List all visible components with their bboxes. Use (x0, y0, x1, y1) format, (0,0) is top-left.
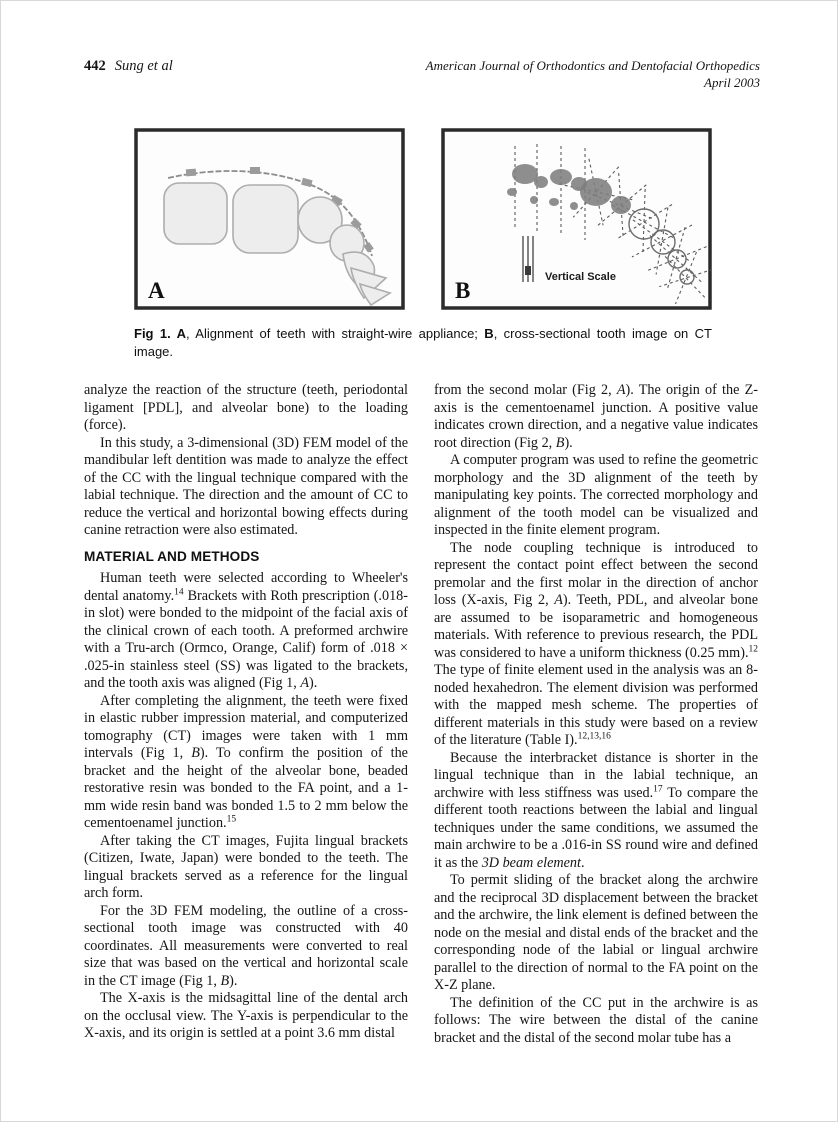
issue-date: April 2003 (704, 74, 760, 90)
paragraph (84, 382, 408, 435)
header-left (84, 58, 173, 75)
text-segment: In this study, a 3-dimensional (3D) FEM model of the mandibular left dentition was made to analyze the effect of the CC with the lingual technique compared with the labial technique. The direction and the amount of CC to reduce the vertical and horizontal bowing effects during canine retraction were also estimated. (84, 434, 408, 538)
left-column (84, 382, 408, 1047)
text-segment: ). The origin of the Z-axis is the cementoenamel junction. A positive value indicates crown direction, and a negative value indicates root direction (Fig 2, (434, 382, 758, 451)
right-column (434, 382, 758, 1047)
text-segment: ). (564, 434, 573, 451)
paragraph (84, 903, 408, 991)
page-header (84, 58, 760, 91)
paragraph (434, 872, 758, 995)
page-number: 442 (84, 58, 106, 74)
panel-label-a: A (148, 278, 165, 303)
paragraph (434, 750, 758, 873)
text-segment: After completing the alignment, the teeth were fixed in elastic rubber impression material, and computerized tomography (CT) images were taken with 1 mm intervals (Fig 1, (84, 692, 408, 761)
reference-superscript: 17 (653, 783, 663, 794)
reference-superscript: 15 (226, 814, 237, 825)
reference-superscript: 12,13,16 (577, 731, 611, 742)
text-segment: B (191, 745, 200, 761)
section-heading: MATERIAL AND METHODS (84, 548, 260, 564)
text-segment: To compare the different tooth reactions between the labial and lingual techniques under the same conditions, we assumed the main archwire to be a .016-in SS round wire and defined it as the (434, 784, 758, 871)
text-segment: B (220, 972, 230, 989)
paragraph (84, 435, 408, 540)
reference-superscript: 12 (748, 643, 758, 654)
text-segment: A (554, 592, 563, 608)
panel-label-b: B (455, 278, 471, 303)
figure-panel-a (134, 128, 405, 310)
header-right (426, 58, 760, 91)
text-segment: A (300, 675, 309, 691)
text-segment: The node coupling technique is introduced to represent the contact point effect between the second premolar and the first molar in the direction of anchor loss (X-axis, Fig 2, (434, 539, 758, 608)
text-segment: Fig 1. (134, 326, 177, 341)
text-segment: ). (229, 972, 238, 989)
figure-panel-b (441, 128, 712, 310)
figure-1 (134, 128, 712, 360)
text-segment: The X-axis is the midsagittal line of the dental arch on the occlusal view. The Y-axis is perpendicular to the X-axis, and its origin is settled at a point 3.6 mm distal (84, 990, 408, 1041)
text-segment: , Alignment of teeth with straight-wire appliance; (186, 326, 485, 341)
text-segment: . (580, 854, 585, 871)
text-segment: ). Teeth, PDL, and alveolar bone are assumed to be isoparametric and homogeneous materials. With reference to previous research, the PDL was considered to have a uniform thickness (0.25 mm). (434, 592, 758, 661)
body-columns (84, 382, 758, 1047)
journal-title: American Journal of Orthodontics and Dentofacial Orthopedics (425, 58, 760, 73)
text-segment: ). (309, 675, 318, 691)
text-segment: analyze the reaction of the structure (teeth, periodontal ligament [PDL], and alveolar bone) to the loading (force). (84, 382, 408, 433)
text-segment: To permit sliding of the bracket along the archwire and the reciprocal 3D displacement between the bracket and the archwire, the link element is defined between the node on the mesial and distal ends of the bracket and the corresponding node of the labial or lingual archwire parallel to the direction of normal to the FA point on the X-Z plane. (434, 872, 758, 993)
text-segment: 3D beam element (481, 854, 581, 871)
paragraph (434, 382, 758, 452)
text-segment: A (176, 326, 186, 341)
paragraph (434, 995, 758, 1048)
text-segment: The type of finite element used in the analysis was an 8-noded hexahedron. The element division was performed with the mapped mesh scheme. The properties of different materials in this study were based on a review of the literature (Table I). (434, 662, 758, 748)
paragraph (84, 570, 408, 693)
vertical-scale-label: Vertical Scale (545, 271, 616, 283)
figure-panels (134, 128, 712, 310)
text-segment: Because the interbracket distance is shorter in the lingual technique than in the labial technique, an archwire with less stiffness was used. (434, 749, 758, 801)
text-segment: A computer program was used to refine the geometric morphology and the 3D alignment of the teeth by manipulating key points. The corrected morphology and alignment of the tooth model can be visualized and inspected in the finite element program. (434, 452, 758, 538)
figure-caption (134, 325, 712, 360)
text-segment: After taking the CT images, Fujita lingual brackets (Citizen, Iwate, Japan) were bonded to the teeth. The lingual brackets served as a reference for the lingual arch form. (84, 832, 408, 901)
text-segment: ). To confirm the position of the bracket and the height of the alveolar bone, beaded restorative resin was bonded to the FA point, and a 1-mm wide resin band was bonded 1.5 to 2 mm below the cementoenamel junction. (84, 745, 408, 831)
text-segment: Brackets with Roth prescription (.018-in slot) were bonded to the midpoint of the facial axis of the clinical crown of each tooth. A preformed archwire with a Tru-arch (Ormco, Orange, Calif) form of .018 × .025-in stainless steel (SS) was ligated to the brackets, and the tooth axis was aligned (Fig 1, (84, 587, 408, 691)
ct-cross-section-illustration (441, 128, 712, 310)
paragraph (84, 693, 408, 833)
paragraph (84, 990, 408, 1043)
text-segment: , cross-sectional tooth image on CT image. (134, 326, 712, 359)
running-authors: Sung et al (114, 58, 173, 74)
text-segment: For the 3D FEM modeling, the outline of a cross-sectional tooth image was constructed with 40 coordinates. All measurements were converted to real size that was based on the vertical and horizontal scale in the CT image (Fig 1, (84, 902, 408, 989)
text-segment: The definition of the CC put in the archwire is as follows: The wire between the distal of the canine bracket and the distal of the second molar tube has a (434, 994, 758, 1046)
text-segment: A (616, 382, 626, 398)
text-segment: B (555, 434, 565, 451)
text-segment: B (484, 326, 494, 341)
teeth-alignment-illustration (134, 128, 405, 310)
text-segment: Human teeth were selected according to Wheeler's dental anatomy. (84, 570, 408, 604)
paragraph (434, 540, 758, 750)
paragraph (84, 833, 408, 903)
text-segment: from the second molar (Fig 2, (434, 382, 617, 398)
reference-superscript: 14 (174, 586, 184, 597)
paragraph (434, 452, 758, 540)
